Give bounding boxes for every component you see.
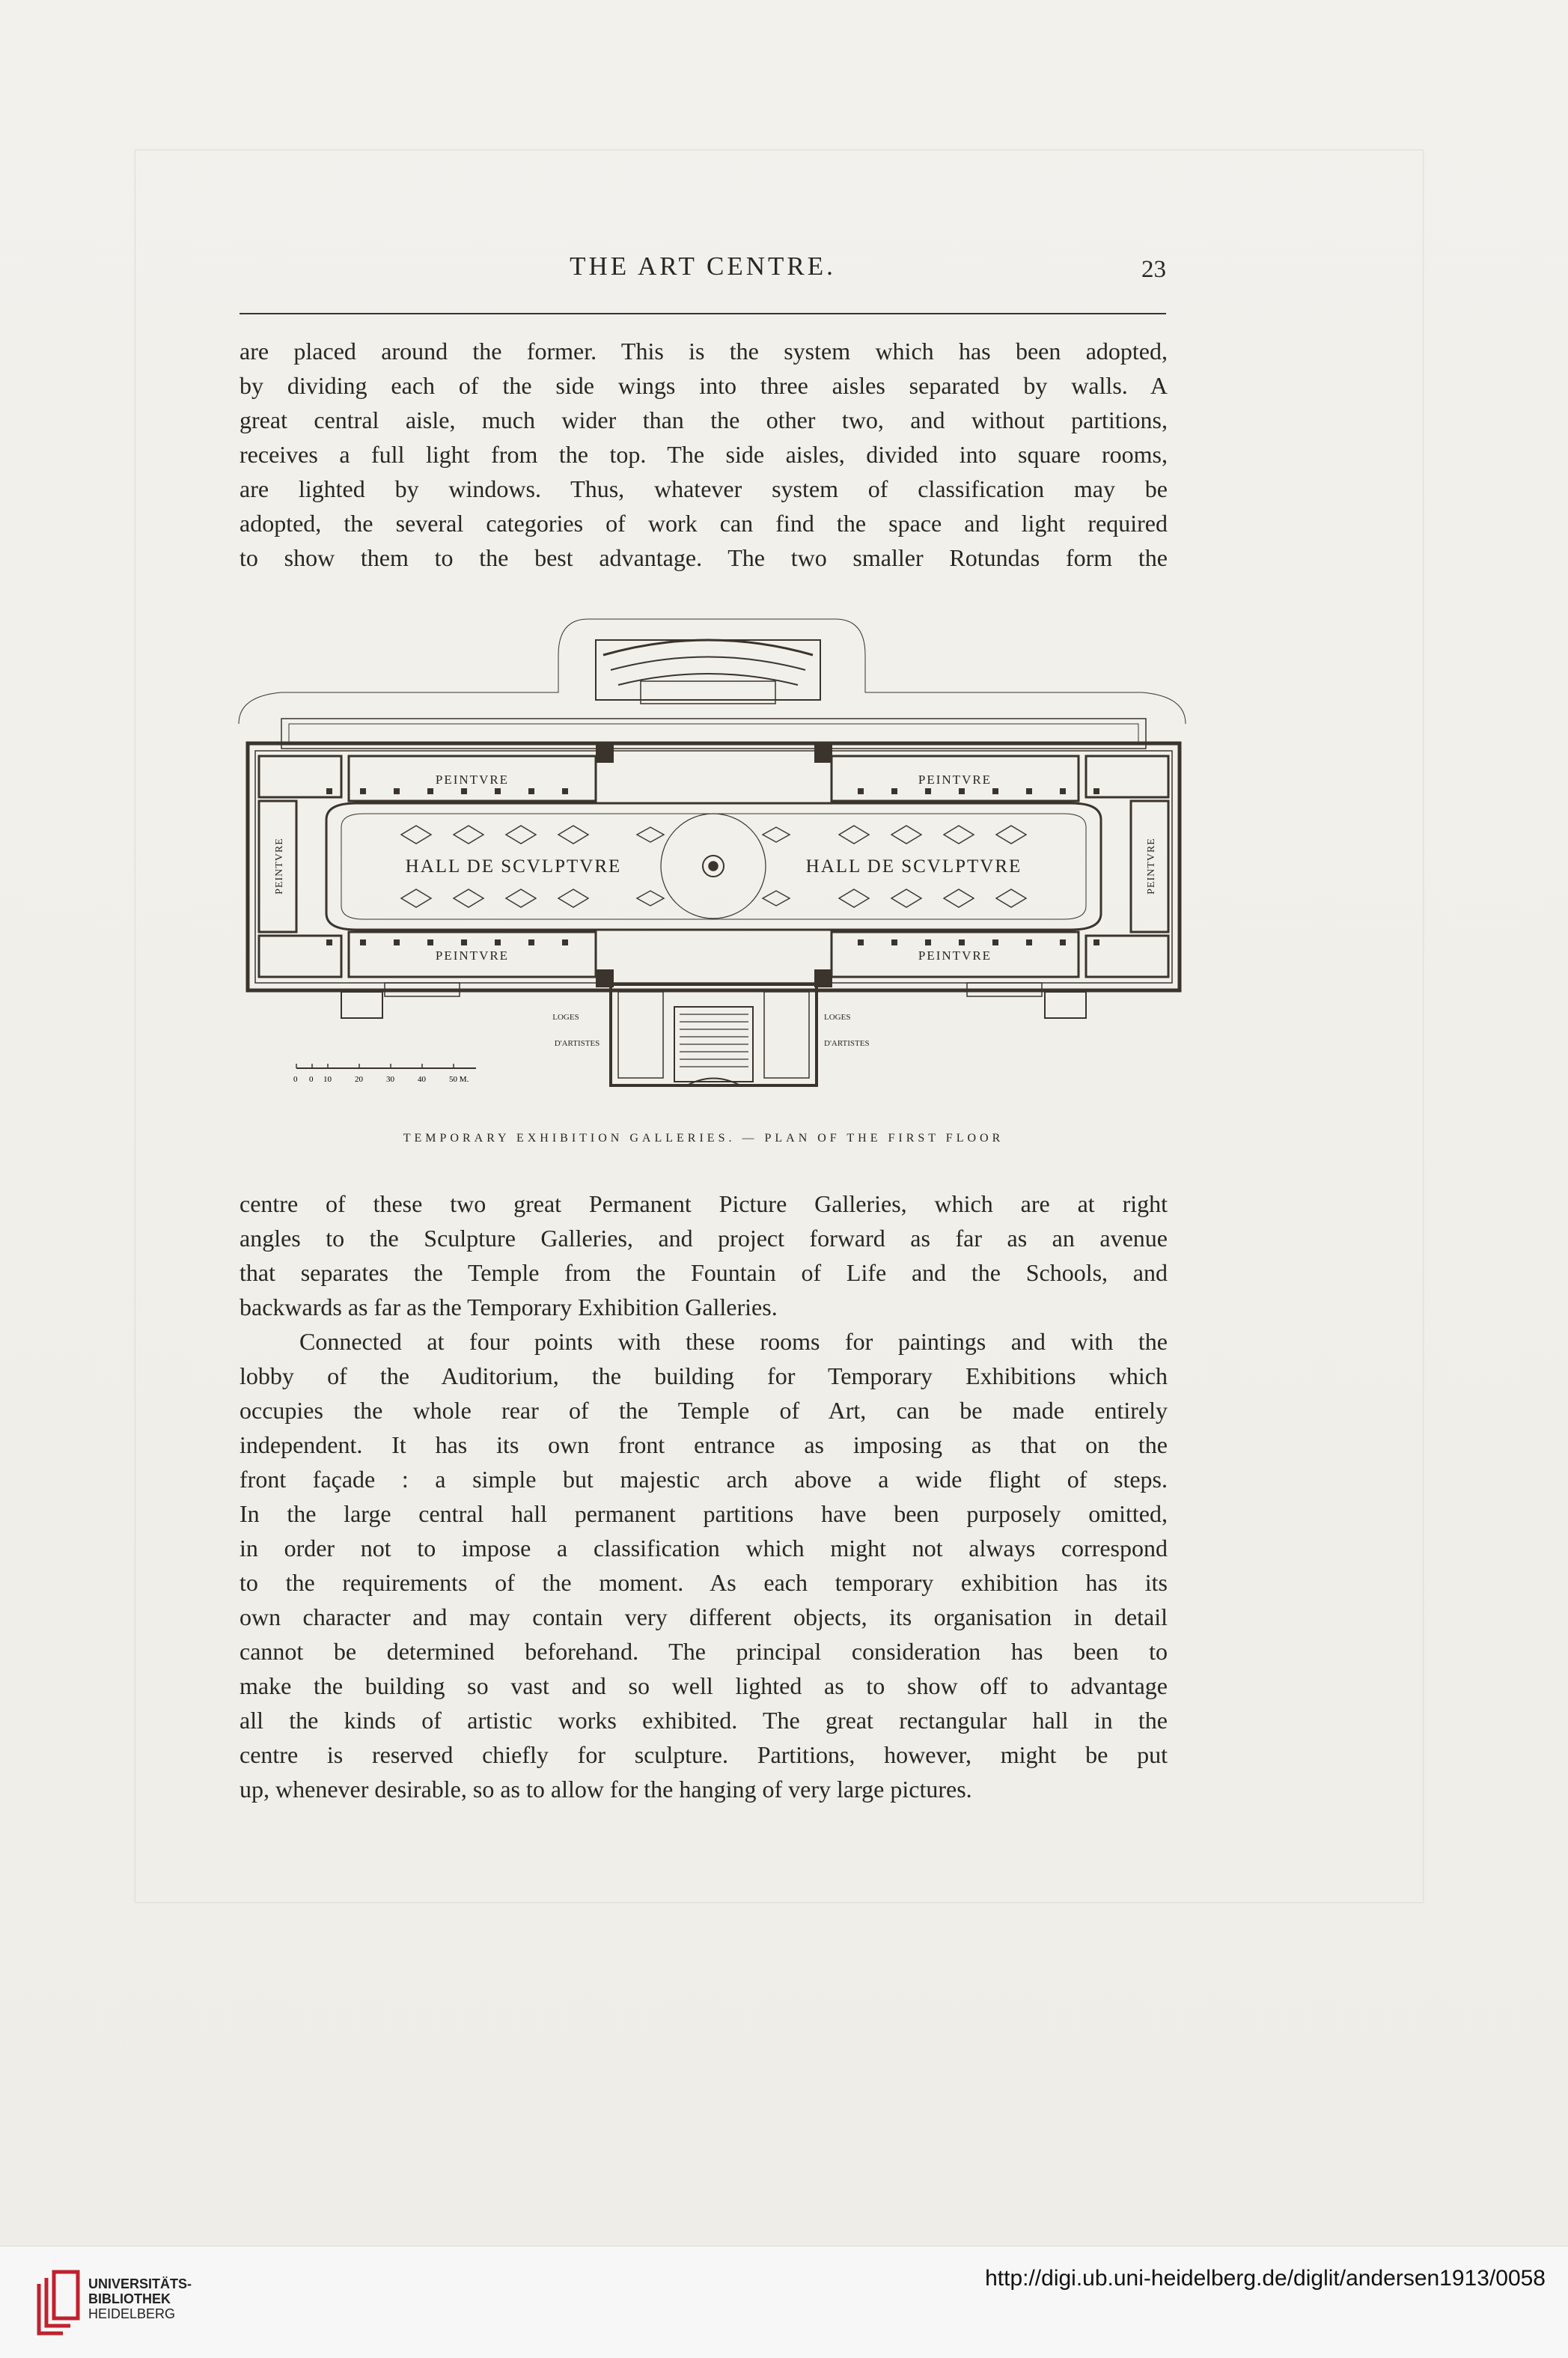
text-line: all the kinds of artistic works exhibited. The great rectangular hall in the	[240, 1707, 1168, 1734]
plan-label: PEINTVRE	[918, 773, 992, 787]
scale-tick: 40	[418, 1075, 426, 1084]
plan-label: PEINTVRE	[274, 838, 285, 895]
text-line: that separates the Temple from the Fountain of Life and the Schools, and	[240, 1259, 1168, 1286]
text-line: by dividing each of the side wings into three aisles separated by walls. A	[240, 372, 1168, 399]
text-line: front façade : a simple but majestic arch above a wide flight of steps.	[240, 1466, 1168, 1493]
text-line: make the building so vast and so well lighted as to show off to advantage	[240, 1672, 1168, 1699]
text-line: angles to the Sculpture Galleries, and project forward as far as an avenue	[240, 1225, 1168, 1252]
plan-label: PEINTVRE	[1146, 838, 1157, 895]
plan-label: PEINTVRE	[918, 948, 992, 963]
paragraph	[240, 1324, 1168, 1806]
library-name-line: UNIVERSITÄTS-	[88, 2276, 192, 2291]
text-line: backwards as far as the Temporary Exhibition Galleries.	[240, 1294, 778, 1320]
paragraph	[240, 1186, 1168, 1324]
running-header	[240, 249, 1166, 286]
text-line: receives a full light from the top. The side aisles, divided into square rooms,	[240, 441, 1168, 468]
scale-tick: 50 M.	[449, 1075, 469, 1084]
text-line: In the large central hall permanent partitions have been purposely omitted,	[240, 1500, 1168, 1527]
scale-tick: 30	[386, 1075, 394, 1084]
text-line: up, whenever desirable, so as to allow for the hanging of very large pictures.	[240, 1776, 972, 1803]
text-line: centre is reserved chiefly for sculpture. Partitions, however, might be put	[240, 1741, 1168, 1768]
library-logo-icon	[33, 2261, 85, 2339]
text-line: cannot be determined beforehand. The principal consideration has been to	[240, 1638, 1168, 1665]
plan-label: LOGES	[824, 1013, 851, 1022]
scale-tick: 0	[309, 1075, 314, 1084]
plan-label: LOGES	[552, 1013, 579, 1022]
text-line: to show them to the best advantage. The two smaller Rotundas form the	[240, 544, 1168, 571]
plan-label: PEINTVRE	[435, 948, 510, 963]
library-footer	[0, 2246, 1568, 2358]
plan-label: PEINTVRE	[435, 773, 510, 787]
text-line: to the requirements of the moment. As each temporary exhibition has its	[240, 1569, 1168, 1596]
text-line: own character and may contain very different objects, its organisation in detail	[240, 1603, 1168, 1630]
header-rule	[240, 313, 1166, 314]
text-line: lobby of the Auditorium, the building for Temporary Exhibitions which	[240, 1362, 1168, 1389]
text-line: centre of these two great Permanent Picture Galleries, which are at right	[240, 1190, 1168, 1217]
scale-tick: 0	[293, 1075, 298, 1084]
text-line: adopted, the several categories of work can find the space and light required	[240, 510, 1168, 537]
page-number: 23	[1141, 256, 1166, 283]
figure-caption: TEMPORARY EXHIBITION GALLERIES. — PLAN OF THE FIRST FLOOR	[403, 1132, 1004, 1145]
plan-label: HALL DE SCVLPTVRE	[805, 856, 1022, 877]
text-line: Connected at four points with these rooms for paintings and with the	[299, 1328, 1168, 1355]
paragraph	[240, 334, 1168, 575]
source-url-link[interactable]: http://digi.ub.uni-heidelberg.de/diglit/andersen1913/0058	[985, 2266, 1546, 2291]
text-line: great central aisle, much wider than the other two, and without partitions,	[240, 406, 1168, 433]
library-name	[88, 2276, 192, 2321]
scale-bar	[293, 1064, 476, 1084]
running-title: THE ART CENTRE.	[570, 252, 836, 281]
scale-tick: 20	[355, 1075, 363, 1084]
text-line: occupies the whole rear of the Temple of Art, can be made entirely	[240, 1397, 1168, 1424]
text-line: in order not to impose a classification which might not always correspond	[240, 1535, 1168, 1562]
text-line: are placed around the former. This is the system which has been adopted,	[240, 338, 1168, 365]
floor-plan-figure	[237, 610, 1191, 1104]
text-line: independent. It has its own front entrance as imposing as that on the	[240, 1431, 1168, 1458]
plan-label: D'ARTISTES	[824, 1039, 870, 1048]
library-name-line: HEIDELBERG	[88, 2306, 176, 2321]
stair-steps	[680, 1014, 748, 1067]
plan-label: HALL DE SCVLPTVRE	[405, 856, 622, 877]
text-line: are lighted by windows. Thus, whatever system of classification may be	[240, 475, 1168, 502]
library-name-line: BIBLIOTHEK	[88, 2291, 171, 2306]
plan-label: D'ARTISTES	[554, 1039, 600, 1048]
scale-tick: 10	[323, 1075, 332, 1084]
plan-outline	[239, 619, 1186, 1086]
